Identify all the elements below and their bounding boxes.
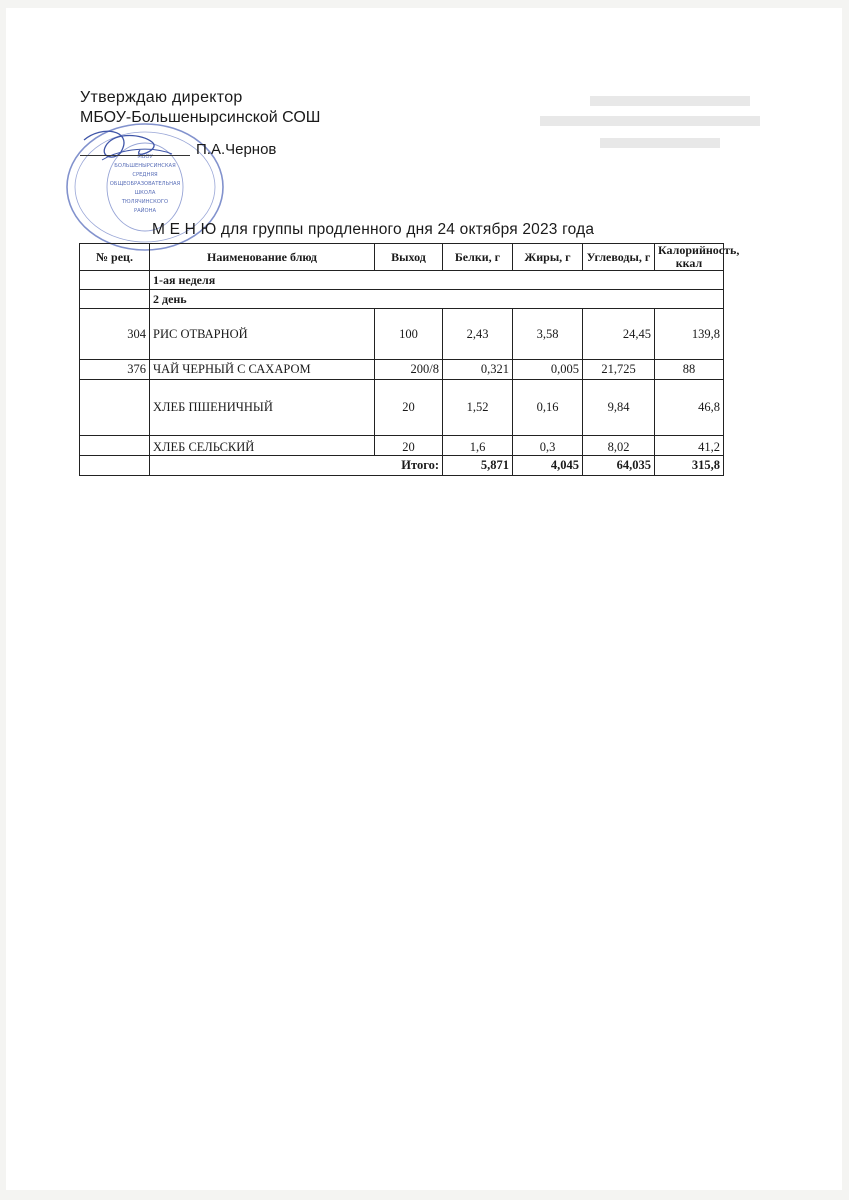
header-calories: Калорийность, ккал: [655, 244, 724, 271]
rec-cell: 376: [80, 360, 150, 380]
fat-cell: 0,16: [513, 380, 583, 436]
calories-cell: 88: [655, 360, 724, 380]
dish-cell: ЧАЙ ЧЕРНЫЙ С САХАРОМ: [150, 360, 375, 380]
output-cell: 100: [375, 309, 443, 360]
protein-cell: 0,321: [443, 360, 513, 380]
table-row: [80, 309, 724, 360]
dish-cell: ХЛЕБ СЕЛЬСКИЙ: [150, 436, 375, 456]
header-protein: Белки, г: [443, 244, 513, 271]
fat-cell: 3,58: [513, 309, 583, 360]
header-carbs: Углеводы, г: [583, 244, 655, 271]
stamp-text-line: СРЕДНЯЯ: [132, 172, 158, 178]
output-cell: 20: [375, 436, 443, 456]
carbs-cell: 21,725: [583, 360, 655, 380]
header-name: Наименование блюд: [150, 244, 375, 271]
total-protein: 5,871: [443, 456, 513, 476]
header-rec: № рец.: [80, 244, 150, 271]
protein-cell: 1,52: [443, 380, 513, 436]
school-name: МБОУ-Большенырсинской СОШ: [80, 109, 321, 126]
day-label: 2 день: [150, 290, 724, 309]
fat-cell: 0,005: [513, 360, 583, 380]
header-fat: Жиры, г: [513, 244, 583, 271]
protein-cell: 2,43: [443, 309, 513, 360]
stamp-text-line: ШКОЛА: [134, 190, 156, 196]
table-row: [80, 436, 724, 456]
rec-cell: [80, 436, 150, 456]
table-header-row: [80, 244, 724, 271]
signature-line: [80, 155, 190, 156]
stamp-text-line: БОЛЬШЕНЫРСИНСКАЯ: [114, 163, 176, 169]
day-row: [80, 290, 724, 309]
total-row: [80, 456, 724, 476]
total-carbs: 64,035: [583, 456, 655, 476]
output-cell: 20: [375, 380, 443, 436]
director-name: П.А.Чернов: [196, 141, 277, 158]
stamp-text-line: ОБЩЕОБРАЗОВАТЕЛЬНАЯ: [109, 181, 181, 187]
rec-cell: [80, 380, 150, 436]
stamp-text-line: МБОУ: [137, 154, 153, 160]
calories-cell: 46,8: [655, 380, 724, 436]
table-row: [80, 380, 724, 436]
stamp-text-line: РАЙОНА: [133, 208, 157, 214]
week-row: [80, 271, 724, 290]
rec-cell: 304: [80, 309, 150, 360]
header-output: Выход: [375, 244, 443, 271]
week-label: 1-ая неделя: [150, 271, 724, 290]
table-row: [80, 360, 724, 380]
protein-cell: 1,6: [443, 436, 513, 456]
carbs-cell: 8,02: [583, 436, 655, 456]
dish-cell: РИС ОТВАРНОЙ: [150, 309, 375, 360]
calories-cell: 41,2: [655, 436, 724, 456]
total-label: Итого:: [150, 456, 443, 476]
carbs-cell: 24,45: [583, 309, 655, 360]
total-calories: 315,8: [655, 456, 724, 476]
approval-title: Утверждаю директор: [80, 89, 243, 106]
director-signature-row: [80, 141, 300, 161]
total-fat: 4,045: [513, 456, 583, 476]
stamp-text-line: ТЮЛЯЧИНСКОГО: [121, 199, 169, 205]
menu-table: [79, 243, 740, 476]
bleed-through-text: [520, 88, 760, 158]
dish-cell: ХЛЕБ ПШЕНИЧНЫЙ: [150, 380, 375, 436]
carbs-cell: 9,84: [583, 380, 655, 436]
menu-title: М Е Н Ю для группы продленного дня 24 октября 2023 года: [152, 221, 595, 238]
fat-cell: 0,3: [513, 436, 583, 456]
output-cell: 200/8: [375, 360, 443, 380]
calories-cell: 139,8: [655, 309, 724, 360]
